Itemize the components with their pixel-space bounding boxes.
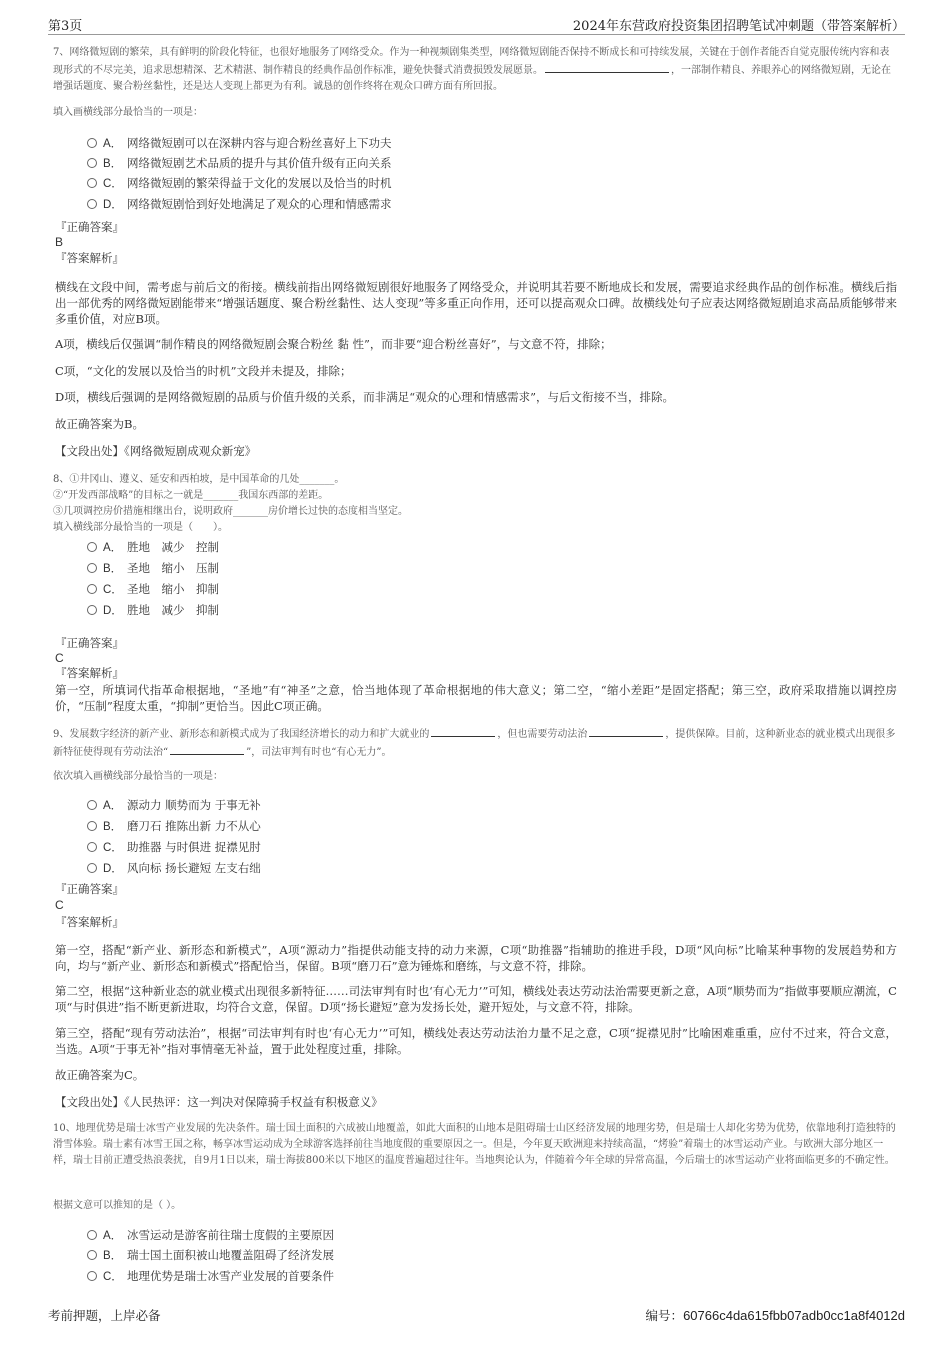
q9-blank-1 <box>431 725 495 737</box>
q7-option-b[interactable]: B． 网络微短剧艺术品质的提升与其价值升级有正向关系 <box>87 154 392 172</box>
radio-icon[interactable] <box>87 584 97 594</box>
q7-analysis-label: 『答案解析』 <box>55 251 124 265</box>
q7-analysis-c: C项，“文化的发展以及恰当的时机”文段并未提及，排除； <box>55 364 352 378</box>
document-id-label: 编号： <box>645 1308 684 1323</box>
q8-prompt: 填入横线部分最恰当的一项是（ ）。 <box>53 522 228 533</box>
q9-analysis-1: 第一空，搭配“新产业、新形态和新模式”，A项“源动力”指提供动能支持的动力来源，C项“助推器”指辅助的推进手段，D项“风向标”比喻某种事物的发展趋势和方向，均与“新产业、新形态和新模式”搭配恰当，保留。B项“磨刀石”意为锤炼和磨练，与文意不符，排除。 <box>55 943 897 973</box>
document-id <box>646 1306 905 1324</box>
q9-option-b[interactable]: B． 磨刀石 推陈出新 力不从心 <box>87 817 261 835</box>
q10-option-b[interactable]: B． 瑞士国土面积被山地覆盖阻碍了经济发展 <box>87 1246 334 1264</box>
radio-icon[interactable] <box>87 1230 97 1240</box>
radio-icon[interactable] <box>87 178 97 188</box>
q9-analysis-label: 『答案解析』 <box>55 915 124 929</box>
q8-option-a[interactable]: A． 胜地 减少 控制 <box>87 538 219 556</box>
q9-prompt: 依次填入画横线部分最恰当的一项是： <box>53 771 223 782</box>
radio-icon[interactable] <box>87 863 97 873</box>
q7-source: 【文段出处】《网络微短剧成观众新宠》 <box>55 444 257 458</box>
q7-correct-label: 『正确答案』 <box>55 220 124 234</box>
q8-option-b[interactable]: B． 圣地 缩小 压制 <box>87 559 219 577</box>
q9-analysis-3: 第三空，搭配“现有劳动法治”，根据“司法审判有时也‘有心无力’”可知，横线处表达劳动法治力量不足之意，C项“捉襟见肘”比喻困难重重，应付不过来，符合文意，当选。A项“于事无补”指对事情毫无补益，置于此处程度过重，排除。 <box>55 1026 897 1056</box>
q9-blank-3 <box>170 743 244 755</box>
page-header <box>48 12 905 35</box>
footer-slogan: 考前押题，上岸必备 <box>48 1308 161 1323</box>
q8-option-d[interactable]: D． 胜地 减少 抑制 <box>87 601 219 619</box>
page-number: 第3页 <box>48 19 83 34</box>
document-id-code: 60766c4da615fbb07adb0cc1a8f4012d <box>683 1308 905 1323</box>
q7-conclusion: 故正确答案为B。 <box>55 417 144 431</box>
q7-blank <box>545 61 669 73</box>
radio-icon[interactable] <box>87 542 97 552</box>
q10-option-a[interactable]: A． 冰雪运动是游客前往瑞士度假的主要原因 <box>87 1226 334 1244</box>
q9-answer: C <box>55 898 64 912</box>
q7-stem: 7、网络微短剧的繁荣，具有鲜明的阶段化特征，也很好地服务了网络受众。作为一种视频剧集类型，网络微短剧能否保持不断成长和可持续发展，关键在于创作者能否自觉克服传统内容和表现形式的不尽完美，追求思想精深、艺术精湛、制作精良的经典作品创作标准，避免快餐式消费损毁发展愿景。 ，一部制作精良、养眼养心的网络微短剧，无论在增强话题度、聚合粉丝黏性，还是达人变现上都更为有利。诚恳的创作终将在观众口碑方面有所回报。 <box>53 47 891 92</box>
q7-analysis-main: 横线在文段中间，需考虑与前后文的衔接。横线前指出网络微短剧很好地服务了网络受众，并说明其若要不断地成长和发展，需要追求经典作品的创作标准。横线后指出一部优秀的网络微短剧能带来“增强话题度、聚合粉丝黏性、达人变现”等多重正向作用，还可以提高观众口碑。故横线处句子应表达网络微短剧追求高品质能够带来多重价值，对应B项。 <box>55 280 897 326</box>
q10-option-c[interactable]: C． 地理优势是瑞士冰雪产业发展的首要条件 <box>87 1267 334 1285</box>
q9-option-d[interactable]: D． 风向标 扬长避短 左支右绌 <box>87 859 261 877</box>
q8-option-c[interactable]: C． 圣地 缩小 抑制 <box>87 580 219 598</box>
q7-analysis-d: D项，横线后强调的是网络微短剧的品质与价值升级的关系，而非满足“观众的心理和情感需求”，与后文衔接不当，排除。 <box>55 390 674 404</box>
radio-icon[interactable] <box>87 1271 97 1281</box>
q7-prompt: 填入画横线部分最恰当的一项是： <box>53 107 203 118</box>
q8-analysis: 第一空，所填词代指革命根据地，“圣地”有“神圣”之意，恰当地体现了革命根据地的伟大意义；第二空，“缩小差距”是固定搭配；第三空，政府采取措施以调控房价，“压制”程度太重，“抑制”更恰当。因此C项正确。 <box>55 683 897 713</box>
q10-prompt: 根据文意可以推知的是（ ）。 <box>53 1200 182 1211</box>
q8-analysis-label: 『答案解析』 <box>55 666 124 680</box>
q9-option-c[interactable]: C． 助推器 与时俱进 捉襟见肘 <box>87 838 261 856</box>
q9-analysis-2: 第二空，根据“这种新业态的就业模式出现很多新特征……司法审判有时也‘有心无力’”可知，横线处表达劳动法治需要更新之意，A项“顺势而为”指做事要顺应潮流，C项“与时俱进”指不断更新进取，均符合文意，保留。D项“扬长避短”意为发扬长处，避开短处，与文意不符，排除。 <box>55 984 897 1014</box>
q7-option-c[interactable]: C． 网络微短剧的繁荣得益于文化的发展以及恰当的时机 <box>87 174 392 192</box>
radio-icon[interactable] <box>87 842 97 852</box>
radio-icon[interactable] <box>87 821 97 831</box>
q8-line-2: ②“开发西部战略”的目标之一就是_______我国东西部的差距。 <box>53 490 329 501</box>
q8-line-1: 8、①井冈山、遵义、延安和西柏坡，是中国革命的几处_______。 <box>53 474 345 485</box>
q9-correct-label: 『正确答案』 <box>55 882 124 896</box>
radio-icon[interactable] <box>87 1250 97 1260</box>
radio-icon[interactable] <box>87 563 97 573</box>
document-title: 2024年东营政府投资集团招聘笔试冲刺题（带答案解析） <box>572 19 905 34</box>
radio-icon[interactable] <box>87 158 97 168</box>
q8-answer: C <box>55 651 64 665</box>
q8-correct-label: 『正确答案』 <box>55 636 124 650</box>
radio-icon[interactable] <box>87 605 97 615</box>
q9-conclusion: 故正确答案为C。 <box>55 1068 145 1082</box>
q8-line-3: ③几项调控房价措施相继出台，说明政府_______房价增长过快的态度相当坚定。 <box>53 506 408 517</box>
radio-icon[interactable] <box>87 138 97 148</box>
radio-icon[interactable] <box>87 800 97 810</box>
q9-source: 【文段出处】《人民热评：这一判决对保障骑手权益有积极意义》 <box>55 1095 383 1109</box>
q9-stem: 9、发展数字经济的新产业、新形态和新模式成为了我国经济增长的动力和扩大就业的 ，但也需要劳动法治 ，提供保障。目前，这种新业态的就业模式出现很多新特征使得现有劳动法治“ ”，司法审判有时也“有心无力”。 <box>53 725 899 761</box>
q9-blank-2 <box>589 725 663 737</box>
q10-stem: 10、地理优势是瑞士冰雪产业发展的先决条件。瑞士国土面积的六成被山地覆盖，如此大面积的山地本是阻碍瑞士山区经济发展的地理劣势，但是瑞士人却化劣势为优势，依靠地利打造独特的滑雪体验。瑞士素有冰雪王国之称，畅享冰雪运动成为全球游客选择前往当地度假的重要原因之一。但是，今年夏天欧洲迎来持续高温，“烤验”着瑞士的冰雪运动产业。与欧洲大部分地区一样，瑞士目前正遭受热浪袭扰，自9月1日以来，瑞士海拔800米以下地区的温度普遍超过往年。当地舆论认为，伴随着今年全球的异常高温，今后瑞士的冰雪运动产业将面临更多的不确定性。 <box>53 1123 896 1166</box>
q7-option-d[interactable]: D． 网络微短剧恰到好处地满足了观众的心理和情感需求 <box>87 195 392 213</box>
q9-option-a[interactable]: A． 源动力 顺势而为 于事无补 <box>87 796 261 814</box>
q7-analysis-a: A项，横线后仅强调“制作精良的网络微短剧会聚合粉丝 黏 性”，而非要“迎合粉丝喜好”，与文意不符，排除； <box>55 337 612 351</box>
q7-answer: B <box>55 235 64 249</box>
radio-icon[interactable] <box>87 199 97 209</box>
q7-option-a[interactable]: A． 网络微短剧可以在深耕内容与迎合粉丝喜好上下功夫 <box>87 134 392 152</box>
